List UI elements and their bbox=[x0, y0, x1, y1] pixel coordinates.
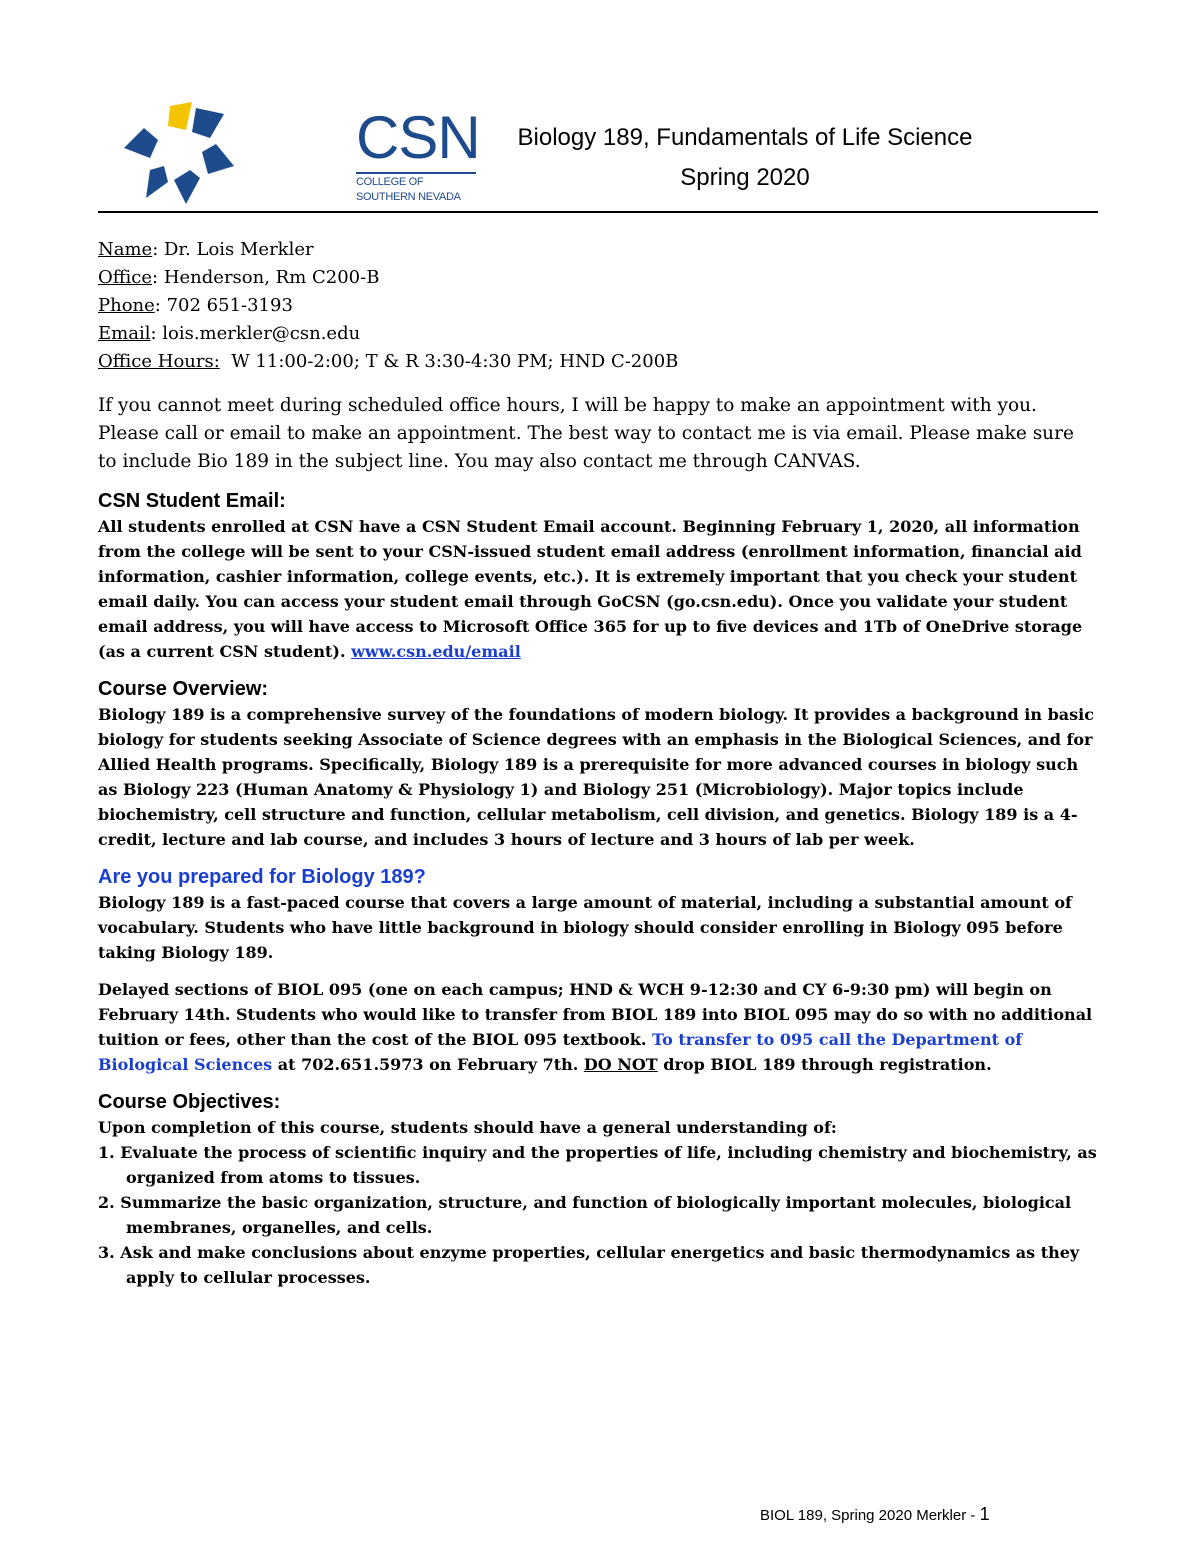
logo-csn-text: CSN bbox=[356, 104, 480, 171]
prepared-paragraph-2 bbox=[98, 977, 1098, 1077]
student-email-body: All students enrolled at CSN have a CSN Student Email account. Beginning February 1, 2020, all information from the college will be sent to your CSN-issued student email address (enrollment information, financial aid information, cashier information, college events, etc.). It is extremely important that you check your student email daily. You can access your student email through GoCSN (go.csn.edu). Once you validate your student email address, you will have access to Microsoft Office 365 for up to five devices and 1Tb of OneDrive storage (as a current CSN student). bbox=[98, 517, 1083, 661]
prepared-paragraph-1: Biology 189 is a fast-paced course that covers a large amount of material, including a substantial amount of vocabulary. Students who have little background in biology should consider enrolling in Biology 095 before taking Biology 189. bbox=[98, 893, 1072, 962]
course-objectives-heading: Course Objectives: bbox=[98, 1091, 281, 1113]
footer-text: BIOL 189, Spring 2020 Merkler - bbox=[760, 1507, 980, 1524]
name-label: Name bbox=[98, 239, 153, 260]
csn-logo bbox=[120, 100, 480, 208]
header-divider bbox=[98, 211, 1098, 213]
prepared-heading: Are you prepared for Biology 189? bbox=[98, 866, 426, 888]
contact-name-row bbox=[98, 236, 1098, 264]
course-overview-heading: Course Overview: bbox=[98, 678, 269, 700]
contact-email-row bbox=[98, 320, 1098, 348]
office-hours-label: Office Hours: bbox=[98, 351, 220, 372]
page-number: 1 bbox=[979, 1504, 990, 1524]
logo-subline-1: COLLEGE OF bbox=[356, 176, 424, 188]
contact-phone-row bbox=[98, 292, 1098, 320]
transfer-phone-text: at 702.651.5973 on February 7th. bbox=[272, 1055, 584, 1074]
contact-block bbox=[98, 236, 1098, 376]
syllabus-content bbox=[98, 236, 1098, 1290]
course-overview-paragraph: Biology 189 is a comprehensive survey of the foundations of modern biology. It provides a background in basic biology for students seeking Associate of Science degrees with an emphasis in the Biological Sciences, and for Allied Health programs. Specifically, Biology 189 is a prerequisite for more advanced courses in biology such as Biology 223 (Human Anatomy & Physiology 1) and Biology 251 (Microbiology). Major topics include biochemistry, cell structure and function, cellular metabolism, cell division, and genetics. Biology 189 is a 4-credit, lecture and lab course, and includes 3 hours of lecture and 3 hours of lab per week. bbox=[98, 705, 1094, 849]
objective-item: 2. Summarize the basic organization, structure, and function of biologically important molecules, biological membranes, organelles, and cells. bbox=[98, 1193, 1072, 1237]
email-label: Email bbox=[98, 323, 151, 344]
transfer-instruction: To transfer to 095 call the Department of Biological Sciences bbox=[98, 1030, 1023, 1074]
contact-hours-row bbox=[98, 348, 1098, 376]
page-footer bbox=[760, 1503, 1060, 1527]
objectives-intro: Upon completion of this course, students should have a general understanding of: bbox=[98, 1118, 837, 1137]
logo-subline-2: SOUTHERN NEVADA bbox=[356, 191, 461, 203]
course-title bbox=[440, 118, 1050, 198]
phone-label: Phone bbox=[98, 295, 155, 316]
course-title-line-1: Biology 189, Fundamentals of Life Science bbox=[517, 124, 973, 151]
student-email-paragraph bbox=[98, 514, 1098, 664]
delayed-sections-text: Delayed sections of BIOL 095 (one on each campus; HND & WCH 9-12:30 and CY 6-9:30 pm) will begin on February 14th. Students who would like to transfer from BIOL 189 into BIOL 095 may do so with no additional tuition or fees, other than the cost of the BIOL 095 textbook. bbox=[98, 980, 1093, 1049]
office-value: : Henderson, Rm C200-B bbox=[152, 267, 380, 288]
email-value: : lois.merkler@csn.edu bbox=[150, 323, 361, 344]
student-email-link[interactable]: www.csn.edu/email bbox=[351, 642, 521, 661]
objective-item: 3. Ask and make conclusions about enzyme properties, cellular energetics and basic thermodynamics as they apply to cellular processes. bbox=[98, 1243, 1080, 1287]
course-title-line-2: Spring 2020 bbox=[680, 164, 810, 191]
drop-warning-text: drop BIOL 189 through registration. bbox=[657, 1055, 992, 1074]
objective-item: 1. Evaluate the process of scientific inquiry and the properties of life, including chemistry and biochemistry, as organized from atoms to tissues. bbox=[98, 1143, 1097, 1187]
do-not-text: DO NOT bbox=[583, 1055, 658, 1074]
name-value: : Dr. Lois Merkler bbox=[152, 239, 314, 260]
phone-value: : 702 651-3193 bbox=[154, 295, 293, 316]
office-label: Office bbox=[98, 267, 153, 288]
appointment-paragraph: If you cannot meet during scheduled office hours, I will be happy to make an appointment with you. Please call or email to make an appointment. The best way to contact me is via email. Please make sure to include Bio 189 in the subject line. You may also contact me through CANVAS. bbox=[98, 395, 1074, 472]
objectives-list bbox=[98, 1140, 1098, 1290]
student-email-heading: CSN Student Email: bbox=[98, 490, 286, 512]
office-hours-value: W 11:00-2:00; T & R 3:30-4:30 PM; HND C-200B bbox=[219, 351, 679, 372]
contact-office-row bbox=[98, 264, 1098, 292]
csn-star-icon bbox=[120, 100, 240, 208]
